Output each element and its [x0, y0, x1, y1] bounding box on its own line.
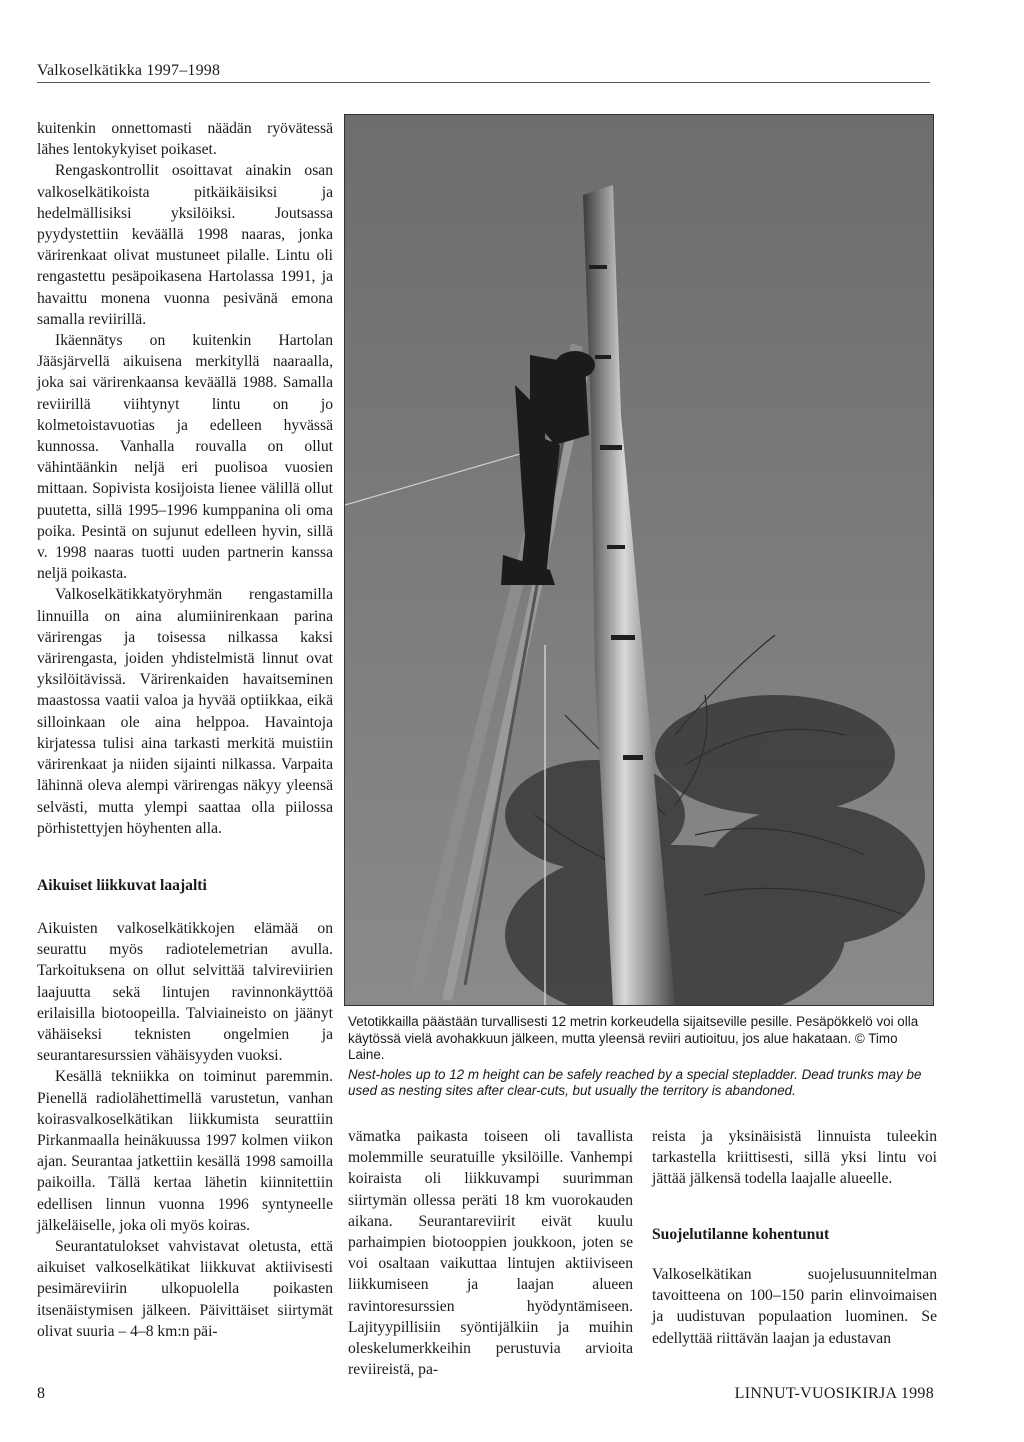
- page-number: 8: [37, 1385, 45, 1402]
- paragraph: Valkoselkätikan suojelusuunnitelman tavoitteena on 100–150 parin elinvoimaisen ja uudistuvan populaation luominen. Se edellyttää riittävän laajan ja edustavan: [652, 1266, 937, 1347]
- paragraph: Kesällä tekniikka on toiminut paremmin. Pienellä radiolähettimellä varustetun, vanhan koirasvalkoselkätikan liikkumista seurattiin Pirkanmaalla heinäkuussa 1997 kolmen viikon ajan. Seurantaa jatkettiin kesällä 1998 samoilla paikoilla. Tällä kertaa lähetin kiinnitettiin edellisen linnun vuonna 1996 syntyneelle jälkeläiselle, joka oli myös koiras.: [37, 1068, 333, 1234]
- paragraph: Aikuisten valkoselkätikkojen elämää on seurattu myös radiotelemetrian avulla. Tarkoituksena on ollut selvittää talvireviirien laajuutta sekä lintujen ravinnonkäyttöä erilaisilla biotoopeilla. Talviaineisto on jäänyt vähäiseksi teknisten ongelmien ja seurantaresurssien vähäisyyden vuoksi.: [37, 920, 333, 1065]
- left-column-top: [37, 118, 333, 839]
- left-column-bottom: [37, 918, 333, 1342]
- paragraph: Ikäennätys on kuitenkin Hartolan Jääsjärvellä aikuisena merkityllä naaraalla, joka sai värirenkaansa keväällä 1988. Samalla reviirillä viihtynyt lintu on jo kolmetoistavuotias ja edelleen hyvässä kunnossa. Vanhalla rouvalla on ollut vähintäänkin neljä eri puolisoa vuosien mittaan. Sopivista kosijoista lienee välillä ollut puutetta, sillä 1995–1996 kumppanina oli oma poika. Pesintä on sujunut edelleen hyvin, sillä v. 1998 naaras tuotti uuden partnerin kanssa neljä poikasta.: [37, 332, 333, 583]
- paragraph: Seurantatulokset vahvistavat oletusta, että aikuiset valkoselkätikat liikkuvat aktiivisesti pesimäreviirin ulkopuolella poikasten itsenäistymisen jälkeen. Päivittäiset siirtymät olivat suuria – 4–8 km:n päi-: [37, 1238, 333, 1340]
- running-header: Valkoselkätikka 1997–1998: [37, 62, 221, 79]
- section-heading-text: Aikuiset liikkuvat laajalti: [37, 877, 207, 894]
- caption-finnish: Vetotikkailla päästään turvallisesti 12 metrin korkeudella sijaitseville pesille. Pesäpökkelö voi olla käytössä vielä avohakkuun jälkeen, mutta yleensä reviiri autioituu, jos alue hakataan. © Timo Laine.: [348, 1014, 919, 1062]
- caption-english: Nest-holes up to 12 m height can be safely reached by a special stepladder. Dead trunks may be used as nesting sites after clear-cuts, but usually the territory is abandoned.: [348, 1066, 922, 1098]
- section-heading-text: Suojelutilanne kohentunut: [652, 1226, 830, 1243]
- photo-illustration: [345, 115, 933, 1005]
- header-rule: [37, 82, 930, 83]
- section-heading-adults: [37, 877, 333, 915]
- right-column: [652, 1126, 937, 1190]
- paragraph: vämatka paikasta toiseen oli tavallista molemmille seuratuille yksilöille. Vanhempi koiraista oli liikkuvampi suurimman siirtymän ollessa peräti 18 km vuorokauden aikana. Seurantareviirit eivät kuulu parhaimpien biotooppien joukkoon, joten se voi osaltaan vaikuttaa lintujen aktiiviseen liikkumiseen ja laajan alueen ravintoresurssien hyödyntämiseen. Lajityypillisiin syöntijälkiin ja muihin oleskelumerkkeihin perustuvia arvioita reviireistä, pa-: [348, 1128, 633, 1379]
- paragraph: reista ja yksinäisistä linnuista tuleekin tarkastella kriittisesti, sillä yksi lintu voi jättää jälkensä todella laajalle alueelle.: [652, 1128, 937, 1188]
- journal-title: LINNUT-VUOSIKIRJA 1998: [734, 1385, 934, 1402]
- middle-column: [348, 1126, 633, 1380]
- section-heading-conservation: [652, 1226, 937, 1349]
- photo-caption: [348, 1014, 936, 1103]
- paragraph: Rengaskontrollit osoittavat ainakin osan valkoselkätikoista pitkäikäisiksi ja hedelmällisiksi yksilöiksi. Joutsassa pyydystettiin keväällä 1998 naaras, jonka värirenkaat olivat mustuneet pilalle. Lintu oli rengastettu pesäpoikasena Hartolassa 1991, ja havaittu monena vuonna pesivänä emona samalla reviirillä.: [37, 162, 333, 328]
- conservation-text-wrap: [652, 1264, 937, 1349]
- paragraph: kuitenkin onnettomasti näädän ryövätessä lähes lentokykyiset poikaset.: [37, 120, 333, 159]
- stepladder-photo: [344, 114, 934, 1006]
- paragraph: Valkoselkätikkatyöryhmän rengastamilla linnuilla on aina alumiinirenkaan parina värirengas ja toisessa nilkassa kaksi värirengasta, joiden yhdistelmistä linnut ovat yksilöitävissä. Värirenkaiden havaitseminen maastossa vaatii valoa ja hyvää optiikkaa, eikä silloinkaan ole aina helppoa. Havaintoja kirjatessa tulisi aina tarkasti merkitä muistiin värirenkaat ja niiden sijainti nilkassa. Varpaita lähinnä oleva alempi värirengas näkyy yleensä selvästi, mutta ylempi saattaa olla piilossa pörhistettyjen höyhenten alla.: [37, 586, 333, 837]
